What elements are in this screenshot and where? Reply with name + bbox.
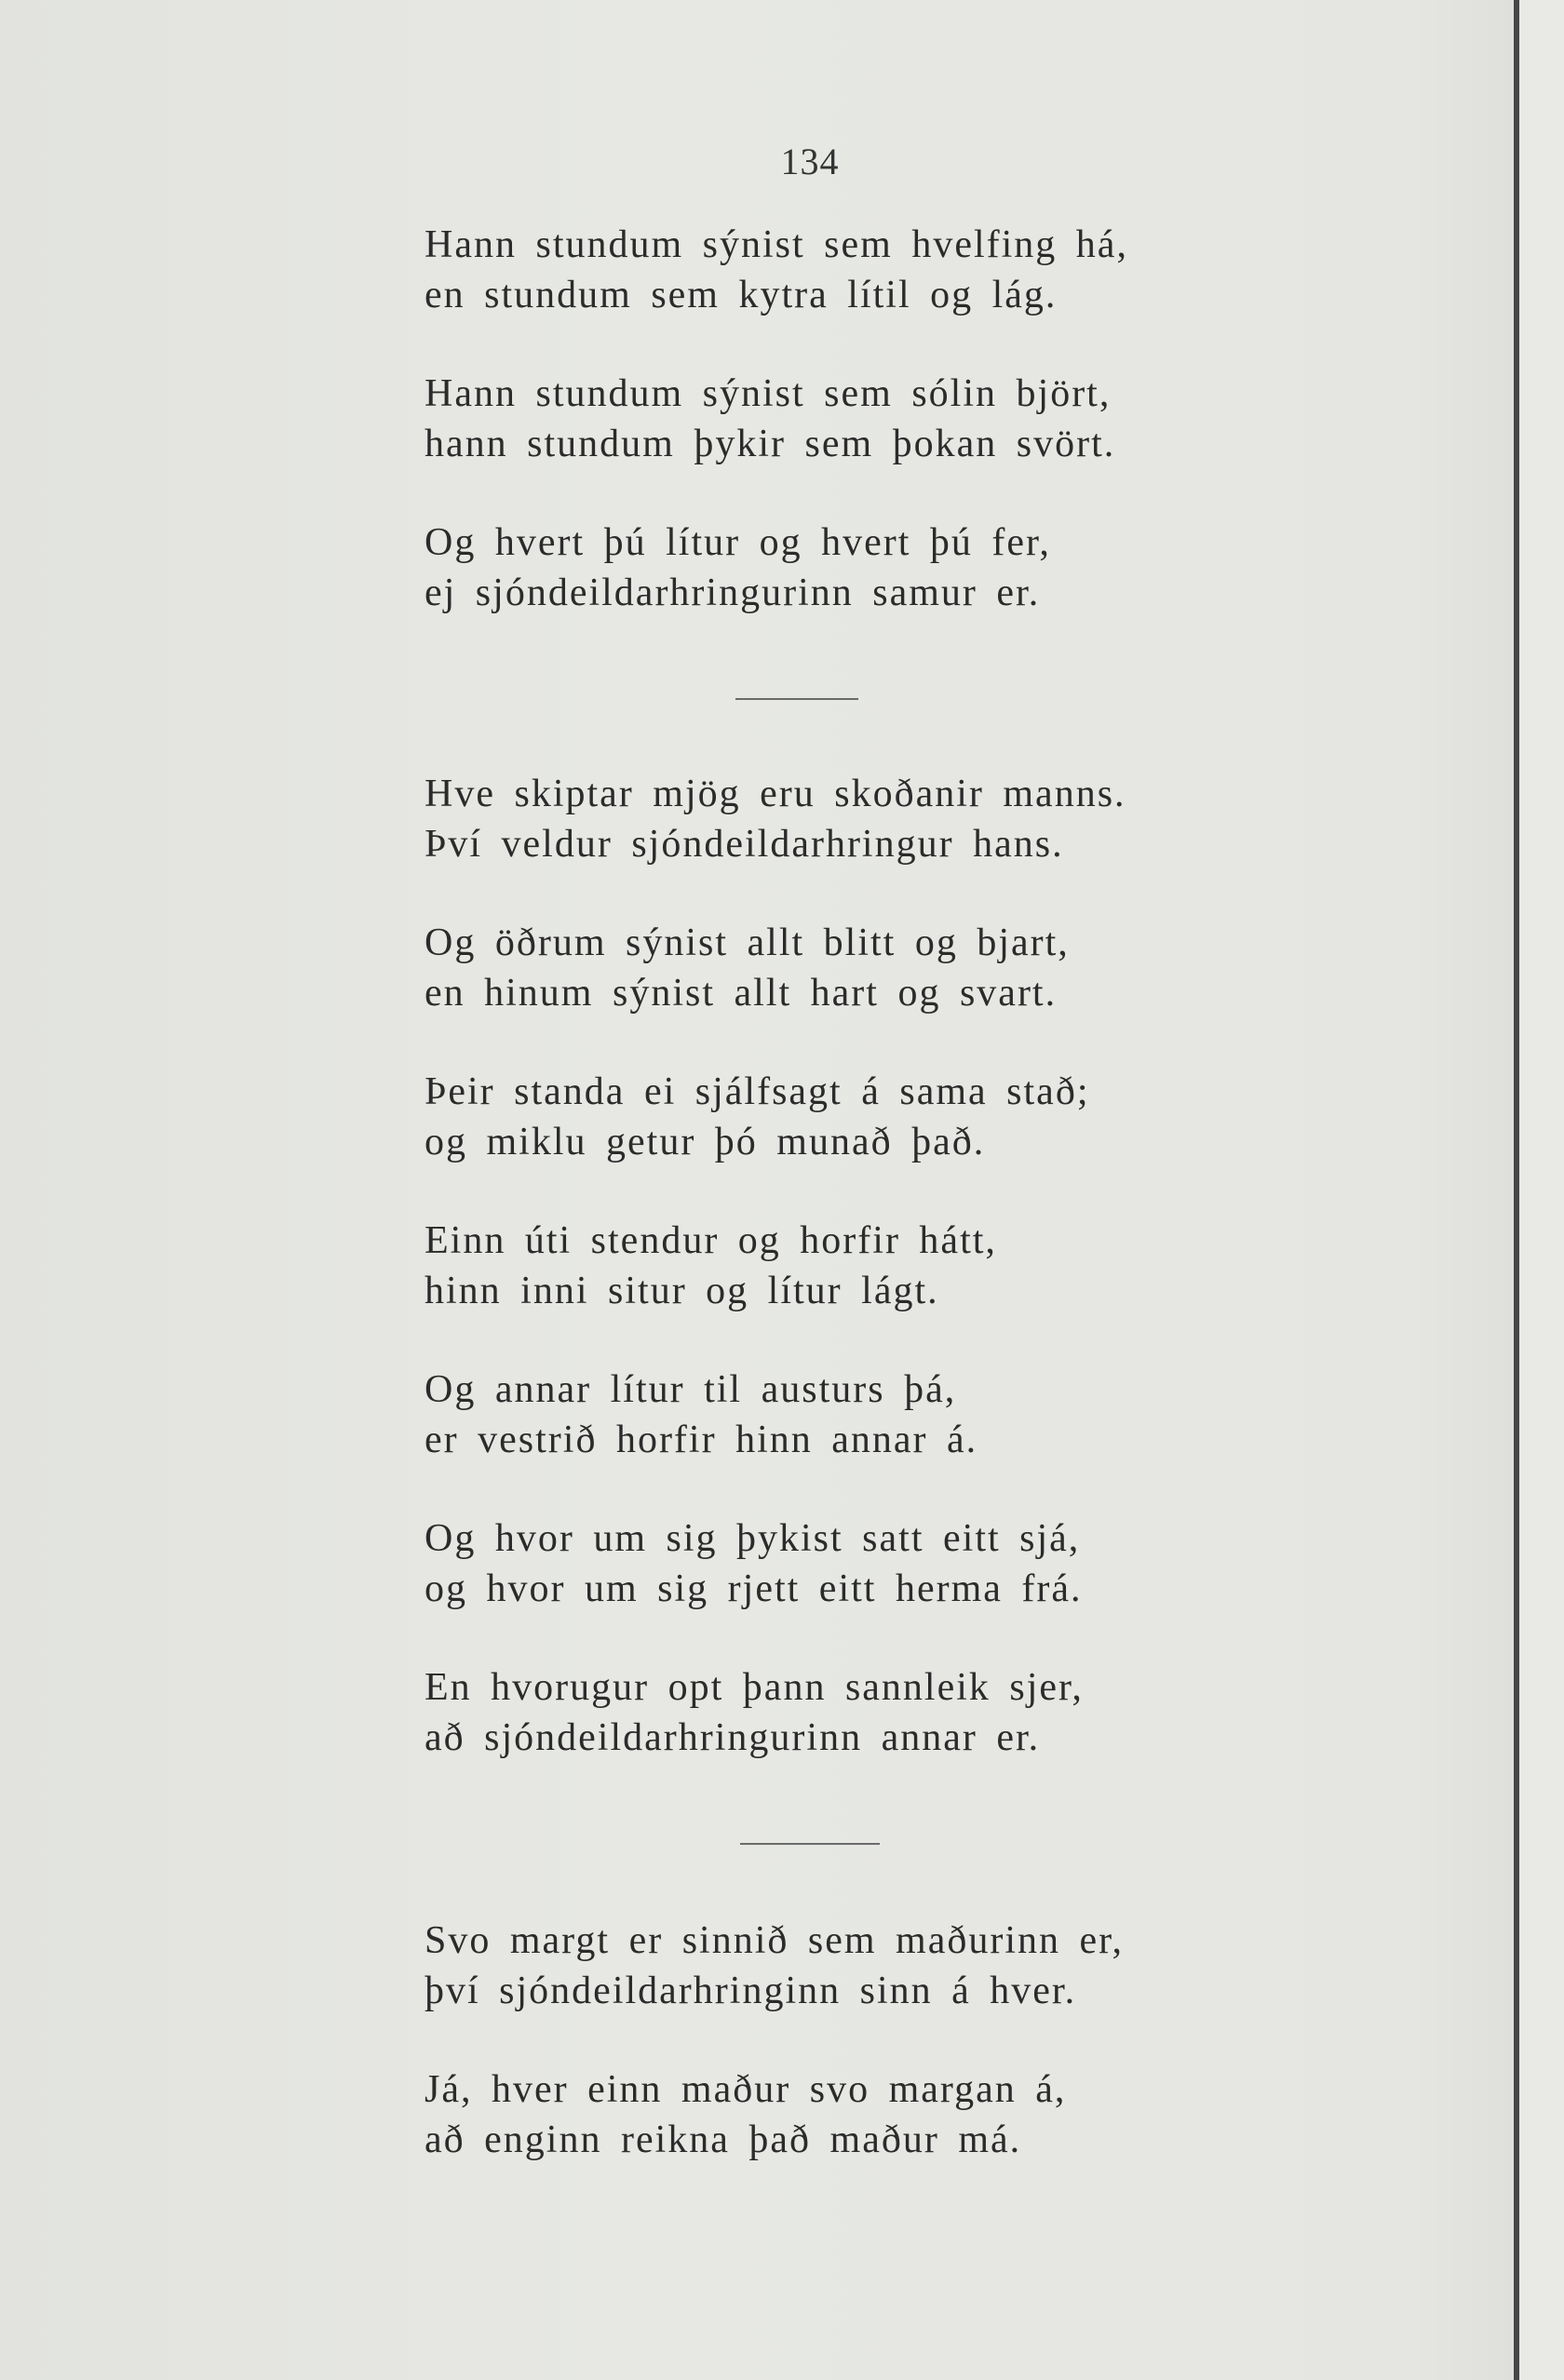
stanza bbox=[425, 2064, 1355, 2165]
poem-line: Einn úti stendur og horfir hátt, bbox=[425, 1219, 997, 1262]
poem-line: er vestrið horfir hinn annar á. bbox=[425, 1419, 978, 1461]
poem-line: en stundum sem kytra lítil og lág. bbox=[425, 274, 1058, 316]
poem-line: Og annar lítur til austurs þá, bbox=[425, 1368, 957, 1411]
poem-line: Hann stundum sýnist sem sólin björt, bbox=[425, 372, 1112, 415]
page-gutter-line bbox=[1514, 0, 1519, 2380]
poem-line: Hve skiptar mjög eru skoðanir manns. bbox=[425, 773, 1126, 815]
poem-section-1 bbox=[425, 220, 1355, 618]
poem-line: ej sjóndeildarhringurinn samur er. bbox=[425, 571, 1041, 614]
poem-line: að enginn reikna það maður má. bbox=[425, 2118, 1022, 2161]
stanza bbox=[425, 769, 1355, 869]
stanza bbox=[425, 369, 1355, 469]
poem-line: en hinum sýnist allt hart og svart. bbox=[425, 972, 1058, 1015]
stanza bbox=[425, 1916, 1355, 2016]
stanza bbox=[425, 1216, 1355, 1316]
facing-page-edge bbox=[1519, 0, 1564, 2380]
poem-line: Þeir standa ei sjálfsagt á sama stað; bbox=[425, 1070, 1090, 1113]
poem-line: Því veldur sjóndeildarhringur hans. bbox=[425, 823, 1064, 866]
stanza bbox=[425, 220, 1355, 320]
poem-line: Og hvert þú lítur og hvert þú fer, bbox=[425, 521, 1051, 564]
poem-line: og hvor um sig rjett eitt herma frá. bbox=[425, 1567, 1083, 1610]
section-divider bbox=[735, 698, 858, 700]
poem-section-3 bbox=[425, 1916, 1355, 2165]
section-divider bbox=[740, 1843, 880, 1845]
poem-line: að sjóndeildarhringurinn annar er. bbox=[425, 1716, 1041, 1759]
stanza bbox=[425, 918, 1355, 1018]
stanza bbox=[425, 1365, 1355, 1465]
poem-line: Og hvor um sig þykist satt eitt sjá, bbox=[425, 1517, 1081, 1560]
page-number: 134 bbox=[780, 141, 840, 182]
poem-line: Já, hver einn maður svo margan á, bbox=[425, 2068, 1067, 2111]
stanza bbox=[425, 1662, 1355, 1763]
poem-line: En hvorugur opt þann sannleik sjer, bbox=[425, 1666, 1084, 1709]
poem-line: Og öðrum sýnist allt blitt og bjart, bbox=[425, 921, 1070, 964]
stanza bbox=[425, 1067, 1355, 1167]
poem-line: hann stundum þykir sem þokan svört. bbox=[425, 423, 1116, 465]
poem-line: Hann stundum sýnist sem hvelfing há, bbox=[425, 223, 1128, 266]
poem-line: hinn inni situr og lítur lágt. bbox=[425, 1270, 939, 1312]
poem-line: Svo margt er sinnið sem maðurinn er, bbox=[425, 1919, 1124, 1962]
poem-section-2 bbox=[425, 769, 1355, 1763]
poem-line: því sjóndeildarhringinn sinn á hver. bbox=[425, 1970, 1077, 2012]
poem-line: og miklu getur þó munað það. bbox=[425, 1121, 986, 1163]
stanza bbox=[425, 1513, 1355, 1614]
stanza bbox=[425, 518, 1355, 618]
